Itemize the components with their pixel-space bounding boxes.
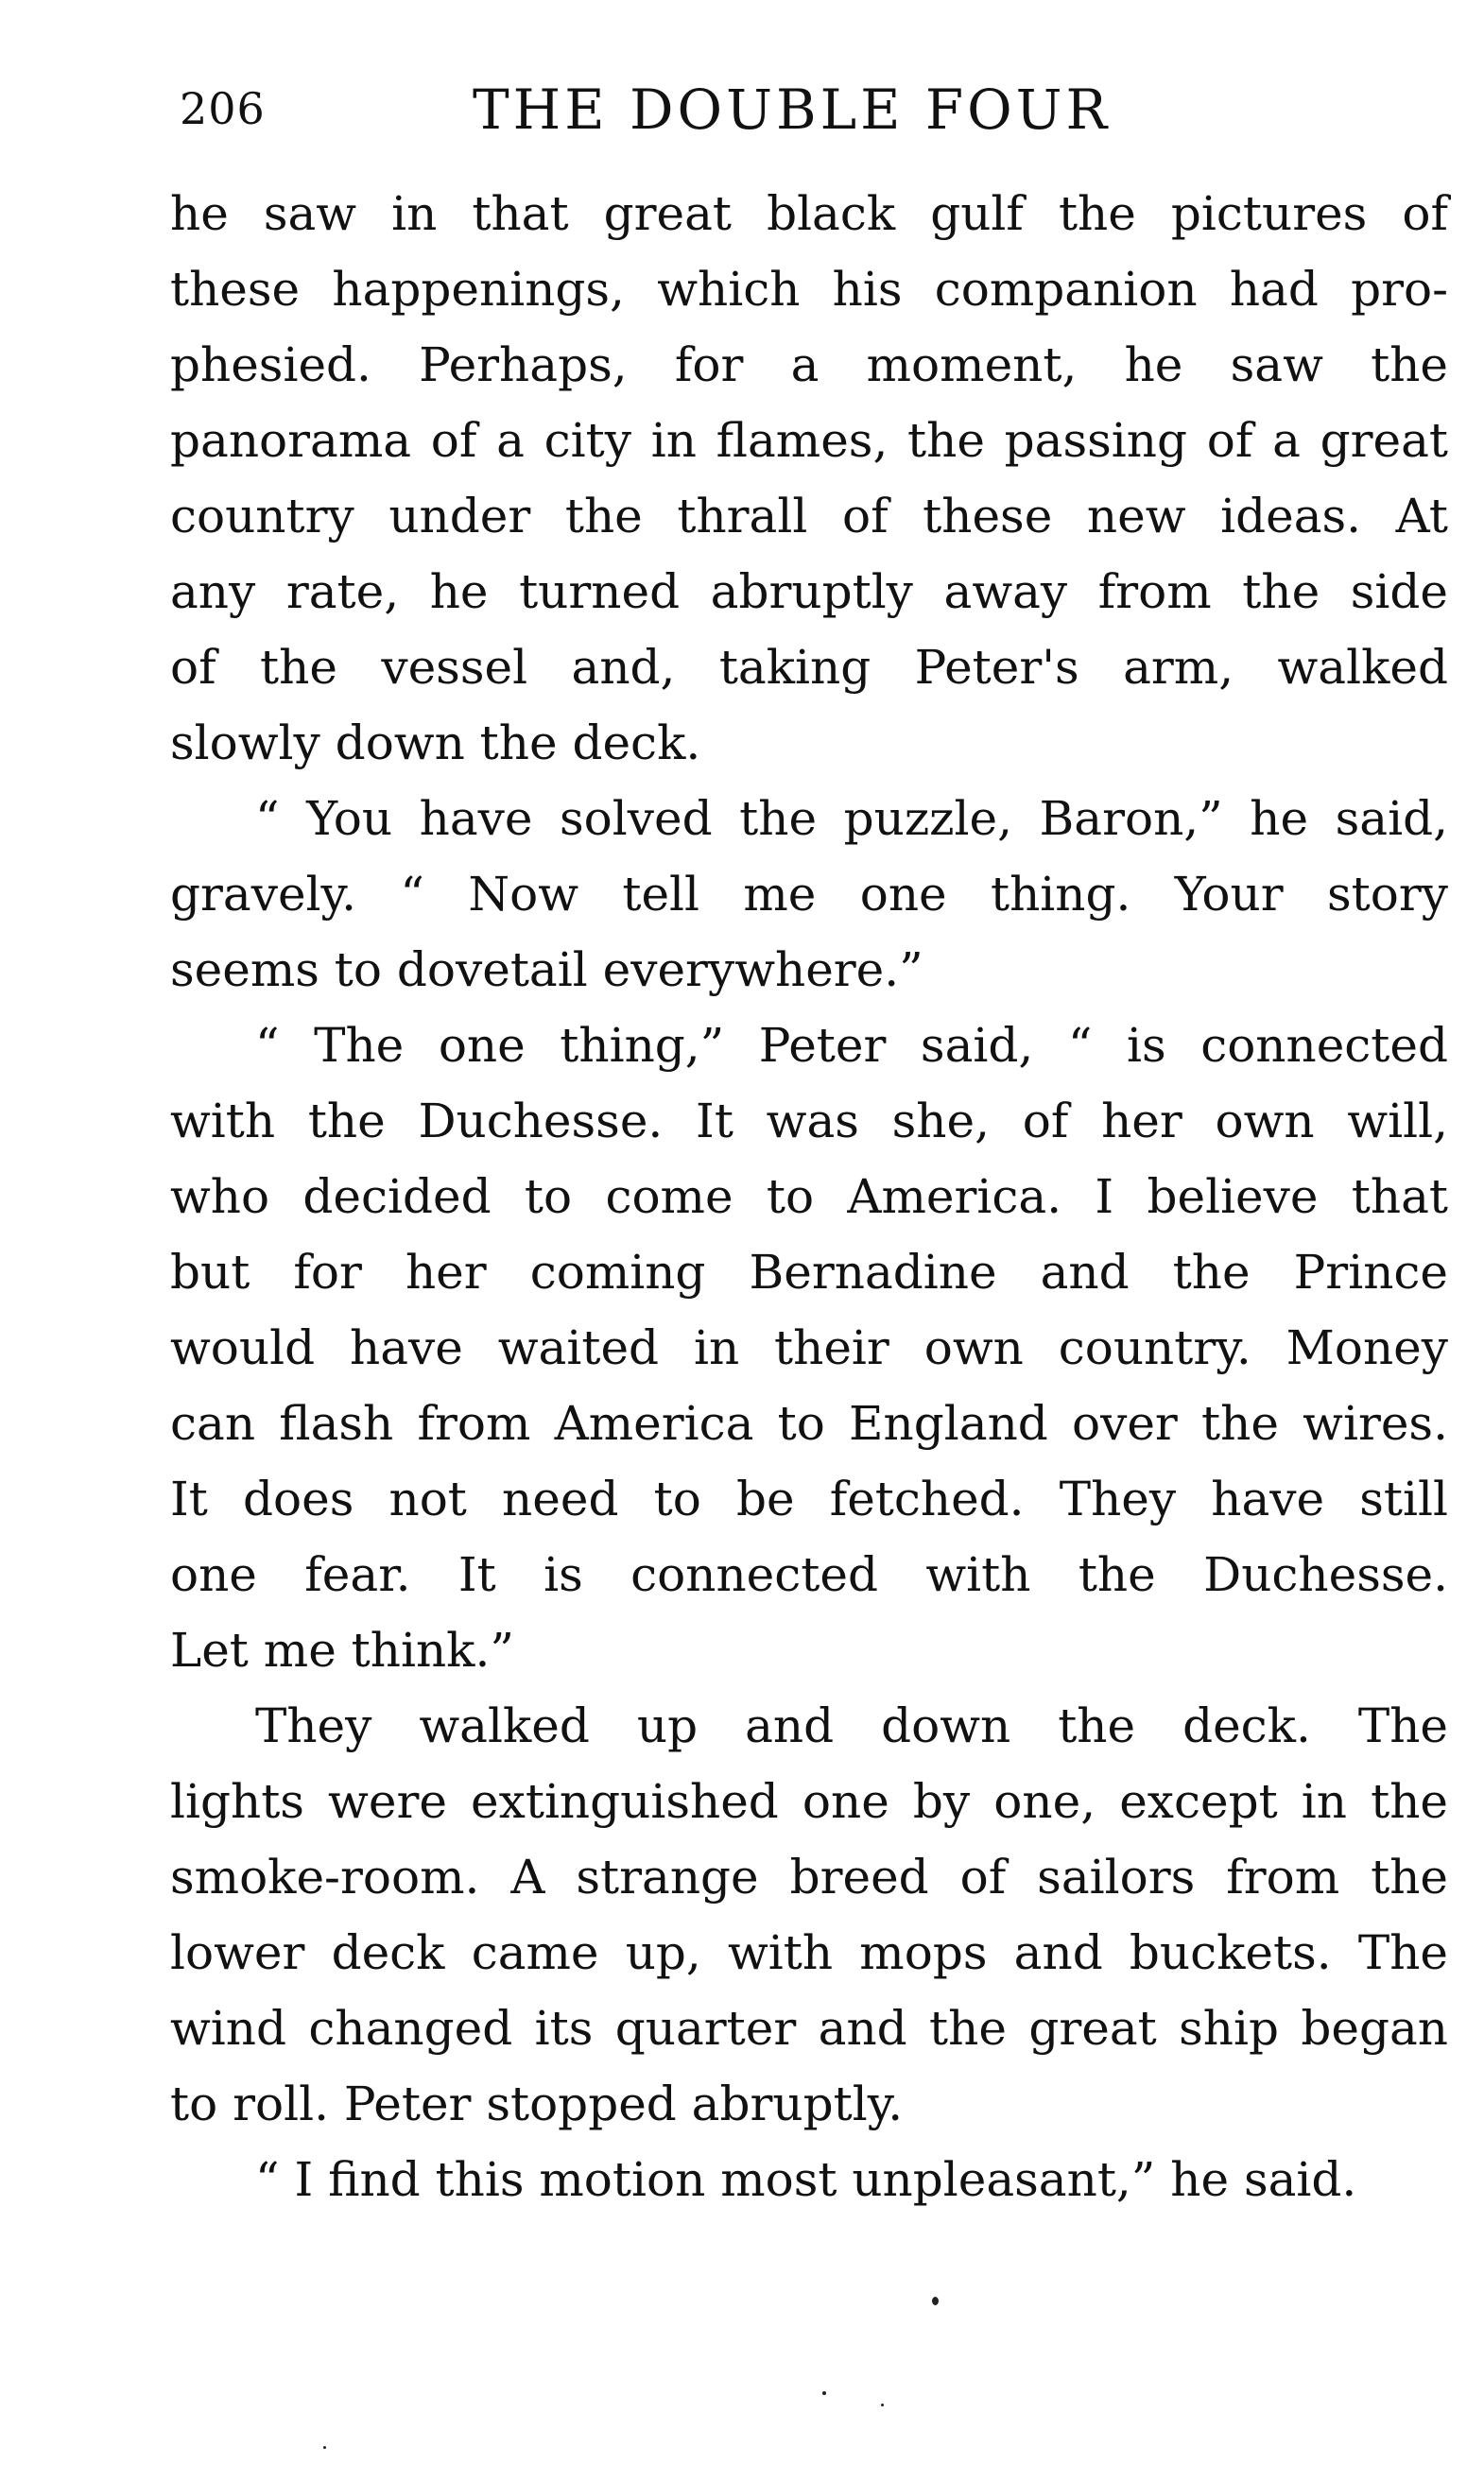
text-line: smoke-room. A strange breed of sailors from the: [170, 1850, 1448, 1905]
text-line: panorama of a city in flames, the passing of a great: [170, 413, 1448, 468]
text-line: these happenings, which his companion had pro-: [170, 262, 1448, 317]
text-line: of the vessel and, taking Peter's arm, walked: [170, 640, 1448, 695]
text-line: “ The one thing,” Peter said, “ is connected: [255, 1018, 1448, 1073]
print-speck: [932, 2297, 939, 2305]
print-speck: [822, 2391, 826, 2395]
text-line: slowly down the deck.: [170, 715, 701, 770]
text-line: seems to dovetail everywhere.”: [170, 942, 923, 997]
text-line: lower deck came up, with mops and buckets. The: [170, 1925, 1448, 1980]
page-header: [180, 78, 1451, 153]
text-line: he saw in that great black gulf the pictures of: [170, 186, 1448, 241]
text-line: but for her coming Bernadine and the Prince: [170, 1245, 1448, 1300]
text-line: wind changed its quarter and the great ship began: [170, 2001, 1448, 2056]
text-line: would have waited in their own country. Money: [170, 1320, 1448, 1375]
print-speck: [881, 2404, 884, 2406]
text-line: country under the thrall of these new ideas. At: [170, 489, 1448, 543]
text-line: phesied. Perhaps, for a moment, he saw the: [170, 337, 1448, 392]
text-line: Let me think.”: [170, 1623, 514, 1678]
print-speck: [323, 2446, 326, 2449]
text-line: “ You have solved the puzzle, Baron,” he said,: [255, 791, 1448, 846]
text-line: any rate, he turned abruptly away from the side: [170, 564, 1448, 619]
text-line: “ I find this motion most unpleasant,” he said.: [255, 2152, 1357, 2207]
text-line: with the Duchesse. It was she, of her own will,: [170, 1094, 1448, 1148]
text-line: gravely. “ Now tell me one thing. Your story: [170, 867, 1448, 922]
text-line: lights were extinguished one by one, except in the: [170, 1774, 1448, 1829]
running-title: THE DOUBLE FOUR: [473, 78, 1112, 142]
body-text: [170, 176, 1448, 2217]
page-number: 206: [180, 83, 266, 134]
text-line: who decided to come to America. I believe that: [170, 1169, 1448, 1224]
text-line: It does not need to be fetched. They have still: [170, 1472, 1448, 1526]
text-line: to roll. Peter stopped abruptly.: [170, 2077, 904, 2131]
text-line: one fear. It is connected with the Duchesse.: [170, 1547, 1448, 1602]
text-line: They walked up and down the deck. The: [255, 1698, 1448, 1753]
text-line: can flash from America to England over the wires.: [170, 1396, 1448, 1451]
